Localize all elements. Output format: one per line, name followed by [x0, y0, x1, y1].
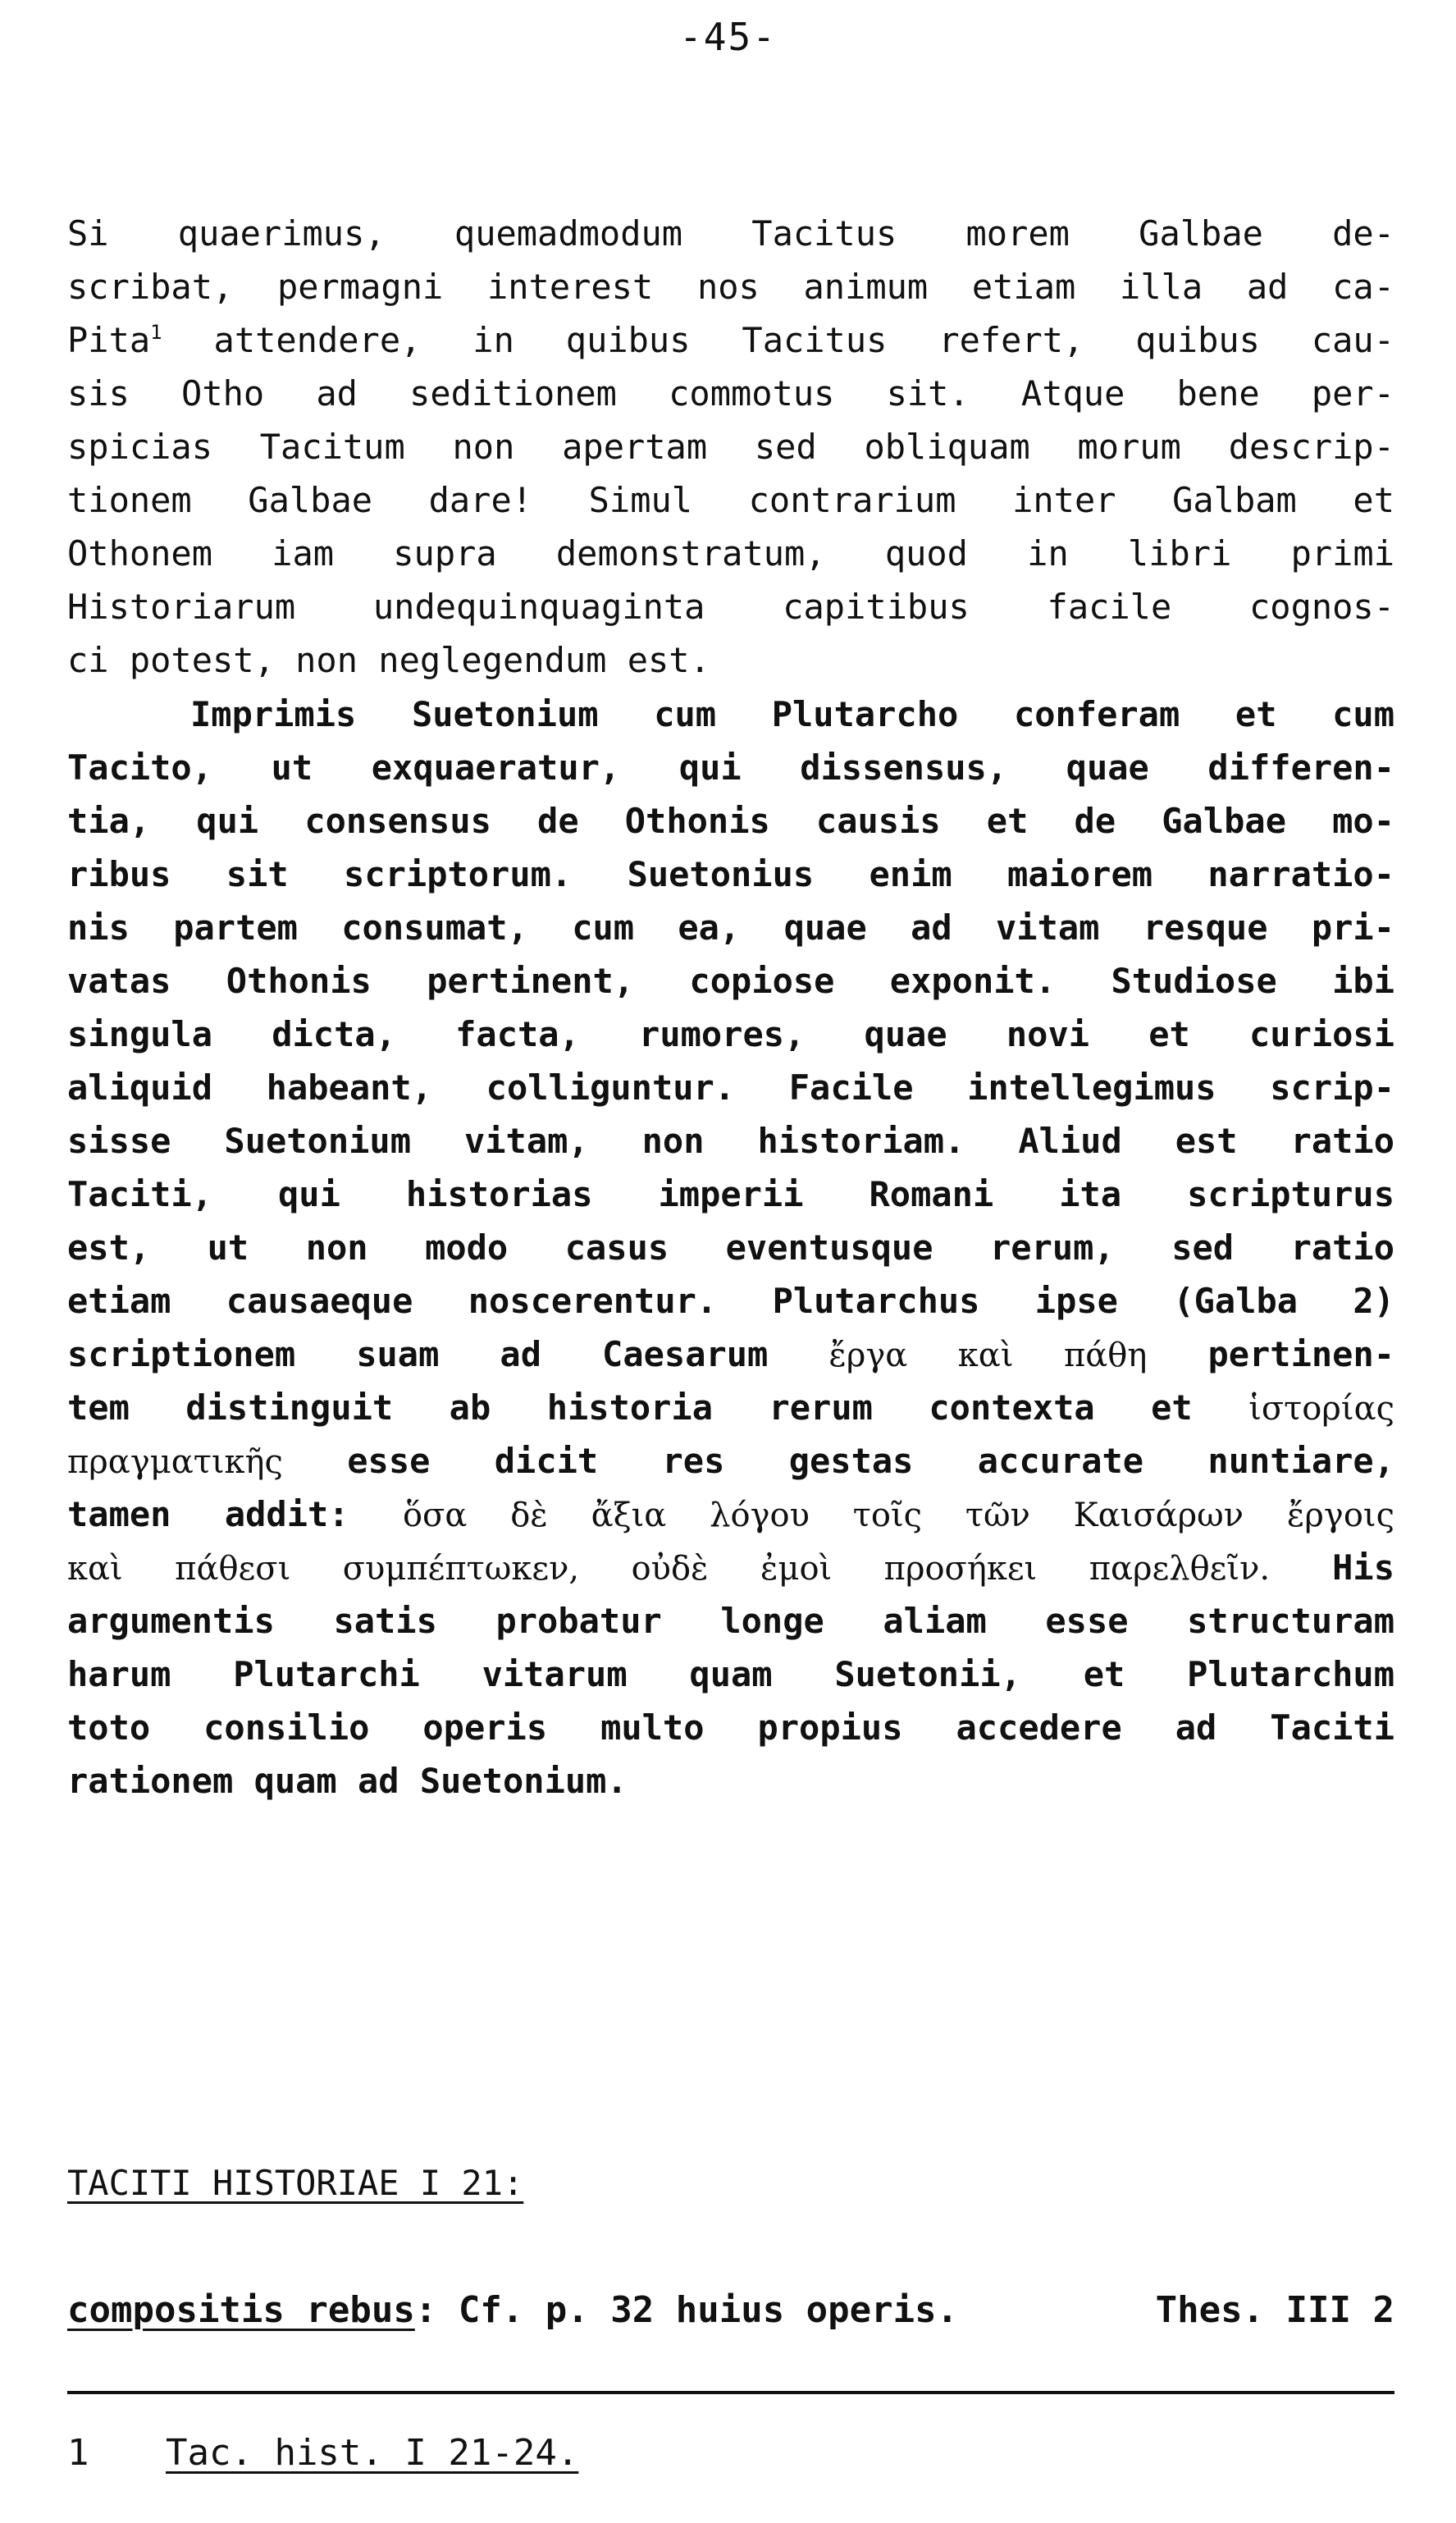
greek-text: πραγματικῆς — [67, 1443, 283, 1481]
page-number: -45- — [679, 15, 777, 59]
text-line: est, ut non modo casus eventusque rerum, sed ratio — [67, 1227, 1394, 1268]
text-line: tionem Galbae dare! Simul contrarium inter Galbam et — [67, 480, 1394, 520]
text-line: etiam causaeque noscerentur. Plutarchus ipse (Galba 2) — [67, 1281, 1394, 1321]
text-fragment: His — [1332, 1547, 1394, 1588]
text-line: ribus sit scriptorum. Suetonius enim maiorem narratio- — [67, 854, 1394, 894]
text-line: tia, qui consensus de Othonis causis et de Galbae mo- — [67, 801, 1394, 841]
text-line — [67, 1381, 1394, 1434]
section-heading: TACITI HISTORIAE I 21: — [67, 2163, 524, 2203]
text-line: harum Plutarchi vitarum quam Suetonii, et Plutarchum — [67, 1654, 1394, 1694]
word-fragment: Pita — [67, 320, 151, 360]
text-line: singula dicta, facta, rumores, quae novi et curiosi — [67, 1014, 1394, 1054]
greek-text: ἔργα καὶ πάθη — [828, 1337, 1148, 1374]
text-fragment: scriptionem suam ad Caesarum — [67, 1334, 769, 1374]
text-line: Tacito, ut exquaeratur, qui dissensus, quae differen- — [67, 747, 1394, 788]
greek-text: καὶ πάθεσι συμπέπτωκεν, οὐδὲ ἐμοὶ προσήκει παρελθεῖν. — [67, 1550, 1271, 1588]
text-fragment: attendere, in quibus Tacitus refert, quibus cau- — [213, 320, 1395, 360]
text-line: sis Otho ad seditionem commotus sit. Atque bene per- — [67, 373, 1394, 414]
reference-entry — [67, 2289, 1394, 2331]
text-line: Imprimis Suetonium cum Plutarcho conferam et cum — [190, 694, 1394, 734]
text-line: spicias Tacitum non apertam sed obliquam morum descrip- — [67, 427, 1394, 467]
text-line: vatas Othonis pertinent, copiose exponit. Studiose ibi — [67, 961, 1394, 1001]
text-line: Taciti, qui historias imperii Romani ita scripturus — [67, 1174, 1394, 1214]
text-line: nis partem consumat, cum ea, quae ad vitam resque pri- — [67, 907, 1394, 948]
footnote-number: 1 — [67, 2432, 89, 2474]
text-fragment: pertinen- — [1207, 1334, 1395, 1374]
text-line: sisse Suetonium vitam, non historiam. Aliud est ratio — [67, 1121, 1394, 1161]
text-line — [67, 313, 1394, 367]
text-line: rationem quam ad Suetonium. — [67, 1761, 628, 1801]
footnote-marker: 1 — [150, 321, 162, 344]
reference-left — [67, 2289, 958, 2331]
footnote-text: Tac. hist. I 21-24. — [166, 2432, 579, 2474]
text-fragment: tamen addit: — [67, 1494, 349, 1534]
text-line — [67, 1434, 1394, 1488]
text-line: ci potest, non neglegendum est. — [67, 640, 710, 680]
text-line: toto consilio operis multo propius accedere ad Taciti — [67, 1707, 1394, 1748]
text-line: Othonem iam supra demonstratum, quod in libri primi — [67, 533, 1394, 574]
thesaurus-ref: Thes. III 2 — [1155, 2289, 1394, 2331]
text-line: Si quaerimus, quemadmodum Tacitus morem Galbae de- — [67, 213, 1394, 254]
footnote-divider — [67, 2391, 1394, 2394]
greek-text: ὅσα δὲ ἄξια λόγου τοῖς τῶν Καισάρων ἔργοις — [402, 1497, 1394, 1534]
text-line — [67, 1488, 1394, 1541]
text-fragment: esse dicit res gestas accurate nuntiare, — [347, 1441, 1394, 1481]
text-line: scribat, permagni interest nos animum etiam illa ad ca- — [67, 267, 1394, 307]
paragraph-2 — [67, 688, 1394, 1808]
text-line — [67, 1328, 1394, 1381]
lemma: compositis rebus — [67, 2289, 415, 2331]
greek-text: ἱστορίας — [1248, 1390, 1394, 1428]
reference-text: : Cf. p. 32 huius operis. — [414, 2289, 959, 2331]
text-line: aliquid habeant, colliguntur. Facile intellegimus scrip- — [67, 1067, 1394, 1108]
text-line — [67, 1541, 1394, 1594]
text-line: argumentis satis probatur longe aliam esse structuram — [67, 1601, 1394, 1641]
footnote — [67, 2432, 578, 2474]
text-line: Historiarum undequinquaginta capitibus facile cognos- — [67, 587, 1394, 627]
text-fragment: tem distinguit ab historia rerum contexta et — [67, 1387, 1193, 1428]
paragraph-1 — [67, 207, 1394, 687]
